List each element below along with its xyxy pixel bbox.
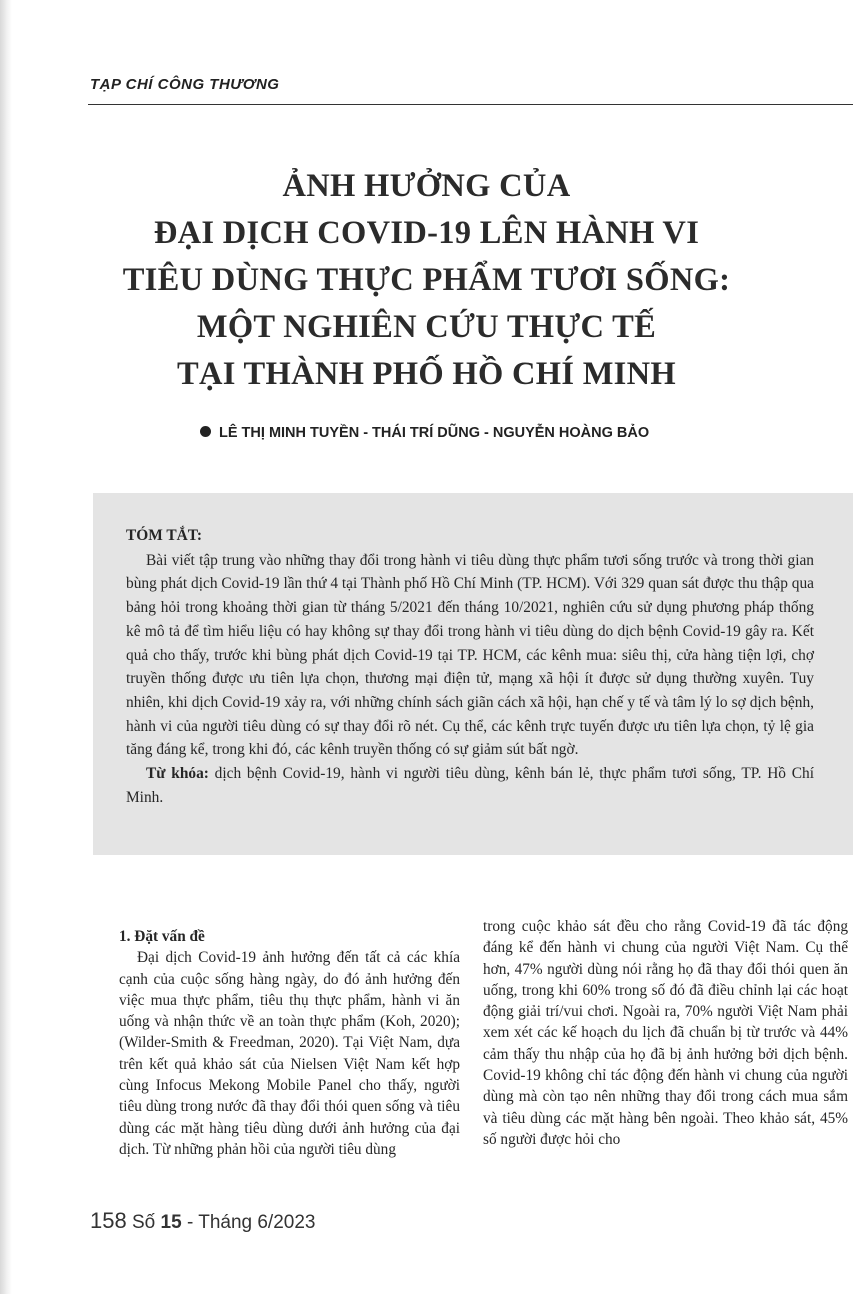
page-footer (90, 1208, 315, 1234)
authors: LÊ THỊ MINH TUYỀN - THÁI TRÍ DŨNG - NGUYỄN HOÀNG BẢO (219, 425, 650, 441)
keywords-label: Từ khóa: (146, 765, 209, 783)
issue-date: - Tháng 6/2023 (181, 1212, 316, 1233)
left-column (119, 926, 460, 1160)
journal-name: TẠP CHÍ CÔNG THƯƠNG (90, 76, 280, 93)
author-line (200, 425, 760, 441)
abstract (126, 524, 814, 809)
title-line: ĐẠI DỊCH COVID-19 LÊN HÀNH VI (153, 215, 700, 251)
abstract-heading: TÓM TẮT: (126, 527, 202, 544)
title-line: TIÊU DÙNG THỰC PHẨM TƯƠI SỐNG: (122, 262, 731, 298)
body-paragraph: Đại dịch Covid-19 ảnh hưởng đến tất cả các khía cạnh của cuộc sống hàng ngày, do đó ảnh hưởng đến việc mua thực phẩm, tiêu thụ thực phẩm, hành vi ăn uống và nhận thức về an toàn thực phẩm (Koh, 2020); (Wilder-Smith & Freedman, 2020). Tại Việt Nam, dựa trên kết quả khảo sát của Nielsen Việt Nam kết hợp cùng Infocus Mekong Mobile Panel cho thấy, người tiêu dùng trong nước đã thay đổi thói quen sống và tiêu dùng các mặt hàng tiêu dùng dưới ảnh hưởng của đại dịch. Từ những phản hồi của người tiêu dùng (119, 949, 460, 1158)
keywords (126, 762, 814, 809)
title-line: TẠI THÀNH PHỐ HỒ CHÍ MINH (177, 356, 676, 392)
right-column (483, 916, 848, 1150)
section-heading: 1. Đặt vấn đề (119, 928, 205, 945)
bullet-icon (200, 426, 211, 437)
title-line: MỘT NGHIÊN CỨU THỰC TẾ (196, 309, 657, 345)
abstract-body: Bài viết tập trung vào những thay đổi trong hành vi tiêu dùng thực phẩm tươi sống trước và trong thời gian bùng phát dịch Covid-19 lần thứ 4 tại Thành phố Hồ Chí Minh (TP. HCM). Với 329 quan sát được thu thập qua bảng hỏi trong khoảng thời gian từ tháng 5/2021 đến tháng 10/2021, nghiên cứu sử dụng phương pháp thống kê mô tả để tìm hiểu liệu có hay không sự thay đổi trong hành vi tiêu dùng do dịch bệnh Covid-19 gây ra. Kết quả cho thấy, trước khi bùng phát dịch Covid-19 tại TP. HCM, các kênh mua: siêu thị, cửa hàng tiện lợi, chợ truyền thống được ưu tiên lựa chọn, thương mại điện tử, mạng xã hội ít được sử dụng thường xuyên. Tuy nhiên, khi dịch Covid-19 xảy ra, với những chính sách giãn cách xã hội, hạn chế y tế và tâm lý lo sợ dịch bệnh, hành vi của người tiêu dùng có sự thay đổi rõ nét. Cụ thể, các kênh trực tuyến được ưu tiên lựa chọn, tỷ lệ gia tăng đáng kể, trong khi đó, các kênh truyền thống có sự giảm sút bất ngờ. (126, 551, 814, 759)
title-line: ẢNH HƯỞNG CỦA (282, 168, 571, 204)
article-title (60, 163, 793, 398)
header-rule (88, 104, 853, 105)
body-paragraph: trong cuộc khảo sát đều cho rằng Covid-19 đã tác động đáng kể đến hành vi chung của người Việt Nam. Cụ thể hơn, 47% người dùng nói rằng họ đã thay đổi thói quen ăn uống, trong khi 60% trong số đó đã điều chỉnh lại các hoạt động giải trí/vui chơi. Ngoài ra, 70% người Việt Nam phải xem xét các kế hoạch du lịch đã chuẩn bị từ trước và 44% cảm thấy thu nhập của họ đã bị ảnh hưởng bởi dịch bệnh. Covid-19 không chỉ tác động đến hành vi chung của người dùng mà còn tạo nên những thay đổi trong cách mua sắm và tiêu dùng các mặt hàng bên ngoài. Theo khảo sát, 45% số người được hỏi cho (483, 918, 848, 1148)
keywords-text: dịch bệnh Covid-19, hành vi người tiêu dùng, kênh bán lẻ, thực phẩm tươi sống, TP. Hồ Chí Minh. (126, 765, 814, 806)
binding-gutter (0, 0, 12, 1294)
page-number: 158 (90, 1208, 127, 1233)
issue-label: Số (132, 1212, 156, 1233)
issue-number: 15 (160, 1212, 182, 1233)
